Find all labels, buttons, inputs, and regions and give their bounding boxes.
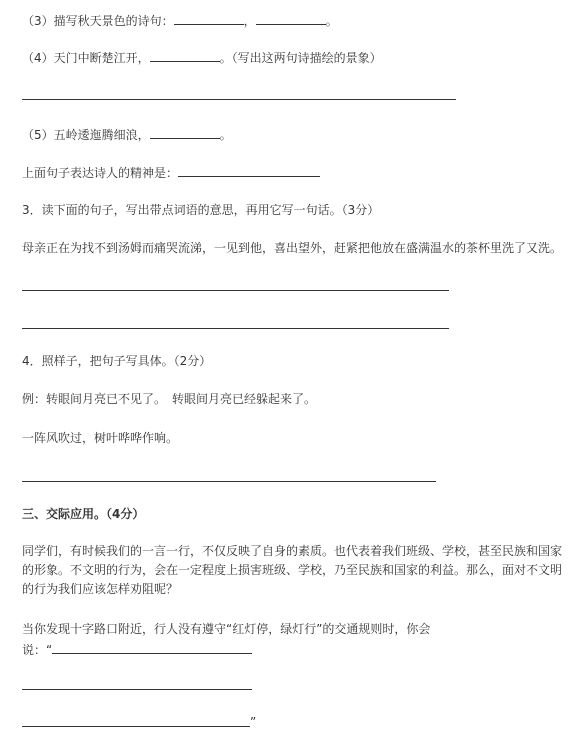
section3-paragraph: 同学们，有时候我们的一言一行，不仅反映了自身的素质。也代表着我们班级、学校，甚至民族和国家的形象。不文明的行为，会在一定程度上损害班级、学校，乃至民族和国家的利益。那么，面对不文明的行为我们应该怎样劝阻呢？ [22, 544, 563, 596]
item3-answer-line-2[interactable] [22, 328, 449, 329]
scenario-answer-line-3[interactable] [22, 726, 250, 727]
spirit-line [22, 164, 320, 181]
q5-prefix: （5）五岭逶迤腾细浪， [22, 128, 150, 142]
item3-sentence: 母亲正在为找不到汤姆而痛哭流涕，一见到他，喜出望外，赶紧把他放在盛满温水的茶杯里洗了又洗。 [22, 241, 563, 255]
item3-title: 3．读下面的句子，写出带点词语的意思，再用它写一句话。（3分） [22, 203, 380, 217]
item4-sentence: 一阵风吹过，树叶哗哗作响。 [22, 431, 179, 445]
item4-title: 4．照样子，把句子写具体。（2分） [22, 354, 212, 368]
q4-end: 。（写出这两句诗描绘的景象） [219, 51, 382, 65]
scenario-line-1: 当你发现十字路口附近，行人没有遵守“红灯停，绿灯行”的交通规则时，你会 [22, 622, 431, 636]
q4-line [22, 49, 382, 66]
item3-answer-line-1[interactable] [22, 290, 449, 291]
close-quote: ” [250, 715, 257, 729]
q4-answer-line[interactable] [22, 99, 456, 100]
item4-answer-line[interactable] [22, 481, 436, 482]
q3-blank-1[interactable] [174, 12, 244, 25]
scenario-say: 说：“ [22, 643, 53, 657]
q5-end: 。 [219, 128, 232, 142]
q3-sep: ， [243, 14, 256, 28]
q3-blank-2[interactable] [256, 12, 326, 25]
scenario-answer-line-2[interactable] [22, 689, 252, 690]
spirit-prefix: 上面句子表达诗人的精神是： [22, 166, 179, 180]
scenario-line-2 [22, 641, 252, 658]
q4-blank[interactable] [150, 49, 220, 62]
q5-blank[interactable] [150, 126, 220, 139]
scenario-blank-1[interactable] [52, 641, 252, 654]
q5-line [22, 126, 232, 143]
spirit-blank[interactable] [178, 164, 320, 177]
section3-title: 三、交际应用。（4分） [22, 507, 145, 521]
q3-line [22, 12, 338, 29]
q4-prefix: （4）天门中断楚江开， [22, 51, 150, 65]
q3-prefix: （3）描写秋天景色的诗句： [22, 14, 174, 28]
q3-end: 。 [325, 14, 338, 28]
item4-example: 例：转眼间月亮已不见了。 转眼间月亮已经躲起来了。 [22, 392, 317, 406]
